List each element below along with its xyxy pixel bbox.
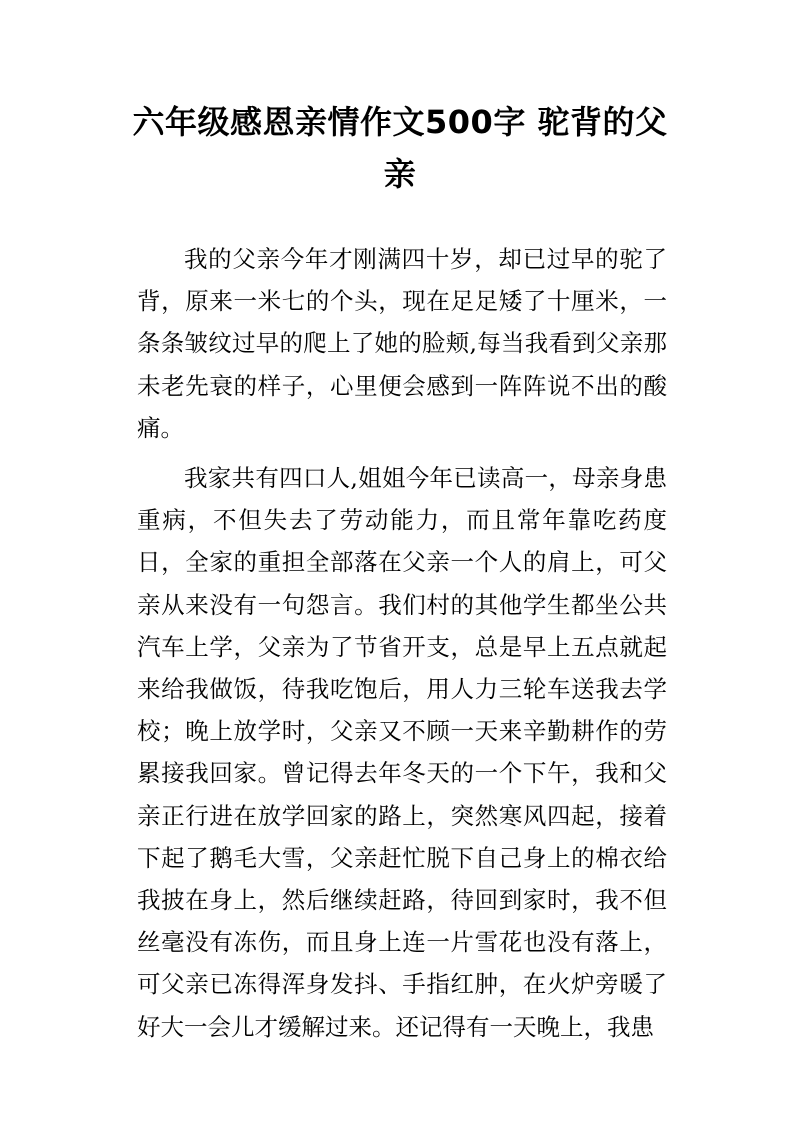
document-title: 六年级感恩亲情作文500字 驼背的父亲	[132, 103, 668, 193]
paragraph-1: 我的父亲今年才刚满四十岁，却已过早的驼了背，原来一米七的个头，现在足足矮了十厘米，一条条皱纹过早的爬上了她的脸颊,每当我看到父亲那未老先衰的样子，心里便会感到一阵阵说不出的酸痛。	[137, 245, 667, 442]
document-body	[137, 238, 667, 1048]
paragraph-2: 我家共有四口人,姐姐今年已读高一，母亲身患重病，不但失去了劳动能力，而且常年靠吃药度日，全家的重担全部落在父亲一个人的肩上，可父亲从来没有一句怨言。我们村的其他学生都坐公共汽车上学，父亲为了节省开支，总是早上五点就起来给我做饭，待我吃饱后，用人力三轮车送我去学校；晚上放学时，父亲又不顾一天来辛勤耕作的劳累接我回家。曾记得去年冬天的一个下午，我和父亲正行进在放学回家的路上，突然寒风四起，接着下起了鹅毛大雪，父亲赶忙脱下自己身上的棉衣给我披在身上，然后继续赶路，待回到家时，我不但丝毫没有冻伤，而且身上连一片雪花也没有落上，可父亲已冻得浑身发抖、手指红肿，在火炉旁暖了好大一会儿才缓解过来。还记得有一天晚上，我患	[137, 464, 667, 1041]
